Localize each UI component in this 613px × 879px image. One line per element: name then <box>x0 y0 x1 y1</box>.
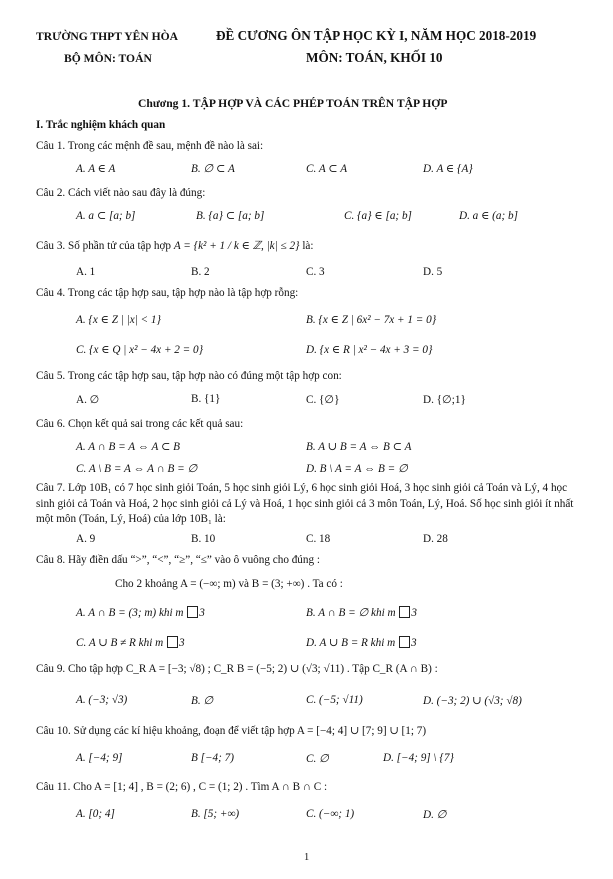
q9-option-a: A. (−3; √3) <box>76 694 128 706</box>
q2-option-d: D. a ∈ (a; b] <box>459 210 518 222</box>
q10-option-a: A. [−4; 9] <box>76 752 123 764</box>
q9-option-b: B. ∅ <box>191 695 214 707</box>
q2-option-b: B. {a} ⊂ [a; b] <box>196 210 265 222</box>
question-3-stem <box>36 239 314 252</box>
q3-option-b: B. 2 <box>191 266 210 278</box>
q3-option-d: D. 5 <box>423 266 443 278</box>
q3-stem-math: A = {k² + 1 / k ∈ ℤ, |k| ≤ 2} <box>173 240 300 252</box>
q4-option-c: C. {x ∈ Q | x² − 4x + 2 = 0} <box>76 344 204 356</box>
q5-option-d: D. {∅;1} <box>423 394 466 406</box>
answer-box[interactable] <box>167 636 178 648</box>
q8-option-d <box>306 636 417 649</box>
question-1-stem: Câu 1. Trong các mệnh đề sau, mệnh đề nào là sai: <box>36 140 264 152</box>
q1-option-b: B. ∅ ⊂ A <box>191 163 235 175</box>
q5-option-b: B. {1} <box>191 393 221 405</box>
q10-option-b: B [−4; 7) <box>191 752 234 764</box>
section-heading: I. Trắc nghiệm khách quan <box>36 119 166 131</box>
q3-stem-prefix: Câu 3. Số phần tử của tập hợp <box>36 240 174 252</box>
question-10-stem: Câu 10. Sử dụng các kí hiệu khoảng, đoạn để viết tập hợp A = [−4; 4] ∪ [7; 9] ∪ [1; 7) <box>36 725 427 737</box>
question-6-stem: Câu 6. Chọn kết quả sai trong các kết quả sau: <box>36 418 244 430</box>
q11-option-d: D. ∅ <box>423 809 447 821</box>
q2-option-a: A. a ⊂ [a; b] <box>76 210 136 222</box>
q6-option-c: C. A \ B = A ⇔ A ∩ B = ∅ <box>76 463 198 475</box>
q9-option-d: D. (−3; 2) ∪ (√3; √8) <box>423 695 522 707</box>
q5-option-a: A. ∅ <box>76 394 100 406</box>
q1-option-c: C. A ⊂ A <box>306 163 348 175</box>
q3-option-c: C. 3 <box>306 266 325 278</box>
answer-box[interactable] <box>399 636 410 648</box>
school-name: TRƯỜNG THPT YÊN HÒA <box>36 30 179 43</box>
q7-option-a: A. 9 <box>76 533 96 545</box>
q4-option-d: D. {x ∈ R | x² − 4x + 3 = 0} <box>306 344 433 356</box>
q11-option-b: B. [5; +∞) <box>191 808 240 820</box>
document-title: ĐỀ CƯƠNG ÔN TẬP HỌC KỲ I, NĂM HỌC 2018-2019 <box>216 28 537 43</box>
q6-option-b: B. A ∪ B = A ⇔ B ⊂ A <box>306 441 412 453</box>
q6-option-d: D. B \ A = A ⇔ B = ∅ <box>306 463 408 475</box>
question-8-stem: Câu 8. Hãy điền dấu “>”, “<”, “≥”, “≤” vào ô vuông cho đúng : <box>36 554 320 566</box>
q6-option-a: A. A ∩ B = A ⇔ A ⊂ B <box>76 441 180 453</box>
q3-option-a: A. 1 <box>76 266 96 278</box>
chapter-heading: Chương 1. TẬP HỢP VÀ CÁC PHÉP TOÁN TRÊN TẬP HỢP <box>138 97 448 110</box>
answer-box[interactable] <box>399 606 410 618</box>
box-number: 3 <box>199 607 205 619</box>
box-number: 3 <box>179 637 185 649</box>
box-number: 3 <box>411 637 417 649</box>
q8-option-c-text: C. A ∪ B ≠ R khi m <box>76 637 164 649</box>
q11-option-a: A. [0; 4] <box>76 808 115 820</box>
question-2-stem: Câu 2. Cách viết nào sau đây là đúng: <box>36 187 206 199</box>
q7-option-b: B. 10 <box>191 533 216 545</box>
q11-option-c: C. (−∞; 1) <box>306 808 355 820</box>
q9-option-c: C. (−5; √11) <box>306 694 363 706</box>
question-7-stem: Câu 7. Lớp 10B₁ có 7 học sinh giỏi Toán, 5 học sinh giỏi Lý, 6 học sinh giỏi Hoá, 3 học sinh giỏi cả Toán và Lý, 4 học sinh giỏi cả Toán và Hoá, 2 học sinh giỏi cả Lý và Hoá, 1 học sinh giỏi cả 3 môn Toán, Lý, Hoá. Số học sinh giỏi ít nhất một môn (Toán, Lý, Hoá) của lớp 10B₁ là: <box>36 482 574 525</box>
question-11-stem: Câu 11. Cho A = [1; 4] , B = (2; 6) , C = (1; 2) . Tìm A ∩ B ∩ C : <box>36 781 328 793</box>
q8-option-b-text: B. A ∩ B = ∅ khi m <box>306 607 396 619</box>
subject-title: MÔN: TOÁN, KHỐI 10 <box>306 50 443 65</box>
box-number: 3 <box>411 607 417 619</box>
q8-option-b <box>306 606 417 619</box>
q1-option-d: D. A ∈ {A} <box>423 163 473 175</box>
q3-stem-suffix: là: <box>299 240 314 252</box>
q4-option-a: A. {x ∈ Z | |x| < 1} <box>76 314 161 326</box>
q8-option-d-text: D. A ∪ B = R khi m <box>306 637 396 649</box>
answer-box[interactable] <box>187 606 198 618</box>
q8-option-c <box>76 636 185 649</box>
department-name: BỘ MÔN: TOÁN <box>64 52 152 65</box>
q8-given: Cho 2 khoảng A = (−∞; m) và B = (3; +∞) . Ta có : <box>115 578 343 590</box>
question-4-stem: Câu 4. Trong các tập hợp sau, tập hợp nào là tập hợp rỗng: <box>36 287 299 299</box>
q4-option-b: B. {x ∈ Z | 6x² − 7x + 1 = 0} <box>306 314 437 326</box>
page-number: 1 <box>304 852 310 863</box>
question-5-stem: Câu 5. Trong các tập hợp sau, tập hợp nào có đúng một tập hợp con: <box>36 370 342 382</box>
q1-option-a: A. A ∈ A <box>76 163 116 175</box>
q8-option-a-text: A. A ∩ B = (3; m) khi m <box>76 607 184 619</box>
q8-option-a <box>76 606 205 619</box>
question-9-stem: Câu 9. Cho tập hợp C_R A = [−3; √8) ; C_R B = (−5; 2) ∪ (√3; √11) . Tập C_R (A ∩ B) : <box>36 663 438 675</box>
q10-option-d: D. [−4; 9] \ {7} <box>383 752 454 764</box>
q7-option-c: C. 18 <box>306 533 331 545</box>
q10-option-c: C. ∅ <box>306 753 329 765</box>
q2-option-c: C. {a} ∈ [a; b] <box>344 210 412 222</box>
q5-option-c: C. {∅} <box>306 394 340 406</box>
q7-option-d: D. 28 <box>423 533 448 545</box>
